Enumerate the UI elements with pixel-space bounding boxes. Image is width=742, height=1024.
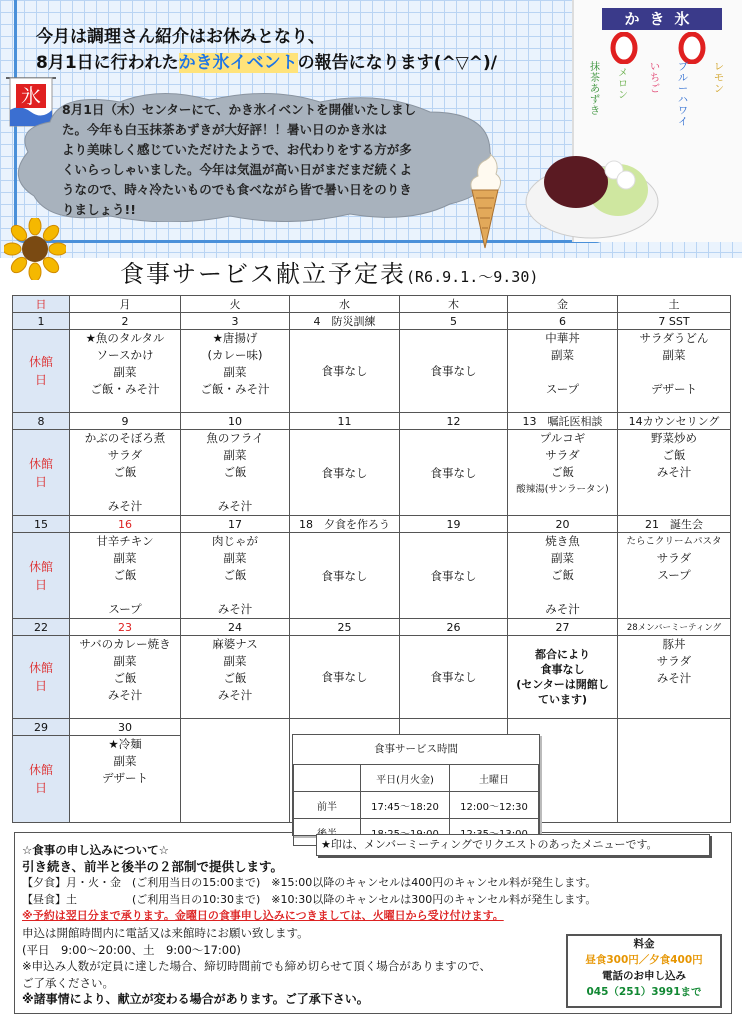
- service-time-header: [294, 765, 539, 792]
- reservation-rule: ※予約は翌日分まで承ります。金曜日の食事申し込みにつきましては、火曜日から受け付けます。: [22, 909, 504, 923]
- phone-number: 045（251）3991まで: [586, 986, 702, 998]
- dinner-rule: 【夕食】月・火・金 (ご利用当日の15:00まで) ※15:00以降のキャンセルは400円のキャンセル料が発生します。: [22, 876, 597, 890]
- menu-cell: 食事なし: [290, 533, 400, 619]
- date-cell: [400, 719, 508, 736]
- menu-cell: 食事なし: [290, 636, 400, 719]
- date-cell: 10: [181, 413, 290, 430]
- date-cell: [508, 719, 618, 736]
- headline-pre: 8月1日に行われた: [36, 53, 179, 73]
- flavor-card: メロン: [618, 68, 628, 101]
- date-row: [13, 516, 731, 533]
- report-line: うなので、時々冷たいものでも食べながら皆で暑い日をのりき: [62, 182, 412, 197]
- weekday-sat: 土: [618, 296, 731, 313]
- menu-cell: 焼き魚 副菜 ご飯 みそ汁: [508, 533, 618, 619]
- closed-cell: 休館 日: [13, 736, 70, 823]
- menu-cell: ★魚のタルタル ソースかけ 副菜 ご飯・みそ汁: [70, 330, 181, 413]
- date-cell: [290, 719, 400, 736]
- report-line: くいらっしゃいました。今年は気温が高い日がまだまだ続くよ: [62, 162, 413, 177]
- event-photo: [572, 0, 742, 242]
- menu-change-note: ※諸事情により、献立が変わる場合があります。ご了承下さい。: [22, 992, 369, 1007]
- menu-cell: サバのカレー焼き 副菜 ご飯 みそ汁: [70, 636, 181, 719]
- date-cell: 19: [400, 516, 508, 533]
- date-cell: 3: [181, 313, 290, 330]
- menu-cell: 魚のフライ 副菜 ご飯 みそ汁: [181, 430, 290, 516]
- menu-cell: 豚丼 サラダ みそ汁: [618, 636, 731, 719]
- date-cell: 25: [290, 619, 400, 636]
- menu-row: [13, 636, 731, 719]
- date-cell: 27: [508, 619, 618, 636]
- menu-cell: ★冷麺 副菜 デザート: [70, 736, 181, 823]
- fee-title: 料金: [633, 938, 655, 950]
- application-heading: ☆食事の申し込みについて☆: [22, 843, 169, 857]
- menu-row: [13, 330, 731, 413]
- date-cell: 18 夕食を作ろう: [290, 516, 400, 533]
- headline-line1: 今月は調理さん紹介はお休みとなり、: [36, 27, 325, 47]
- page-title: [120, 254, 538, 289]
- date-cell: [181, 719, 290, 736]
- date-row: [13, 619, 731, 636]
- capacity-note-cont: ご了承ください。: [22, 975, 114, 990]
- menu-cell: かぶのそぼろ煮 サラダ ご飯 みそ汁: [70, 430, 181, 516]
- menu-cell: 食事なし: [400, 430, 508, 516]
- sunflower-icon: [4, 218, 66, 280]
- menu-cell: 食事なし: [400, 636, 508, 719]
- headline-post: の報告になります(^▽^)/: [297, 53, 497, 73]
- menu-cell: 都合により 食事なし (センターは開館し ています): [508, 636, 618, 719]
- service-time-cell: 土曜日: [450, 765, 539, 792]
- date-cell: 22: [13, 619, 70, 636]
- menu-cell: プルコギ サラダ ご飯 酸辣湯(サンラータン): [508, 430, 618, 516]
- date-cell: 17: [181, 516, 290, 533]
- headline-highlight: かき氷イベント: [178, 53, 298, 73]
- date-cell: 15: [13, 516, 70, 533]
- date-cell: 1: [13, 313, 70, 330]
- event-report: [62, 100, 482, 220]
- contact-method: 申込は開館時間内に電話又は来館時にお願い致します。: [22, 925, 309, 940]
- date-cell: 6: [508, 313, 618, 330]
- weekday-fri: 金: [508, 296, 618, 313]
- menu-cell: [181, 736, 290, 823]
- report-line: 8月1日（木）センターにて、かき氷イベントを開催いたしまし: [62, 102, 417, 117]
- menu-cell: たらこクリームパスタ サラダ スープ: [618, 533, 731, 619]
- menu-cell: 野菜炒め ご飯 みそ汁: [618, 430, 731, 516]
- menu-cell: 食事なし: [290, 330, 400, 413]
- application-notes: [22, 842, 597, 1008]
- date-cell: 21 誕生会: [618, 516, 731, 533]
- headline-line2: [36, 50, 497, 76]
- service-time-box: [292, 734, 540, 836]
- weekday-header-row: [13, 296, 731, 313]
- service-time-row: [294, 792, 539, 819]
- headline: [36, 24, 497, 76]
- menu-cell: 食事なし: [400, 330, 508, 413]
- date-cell: 29: [13, 719, 70, 736]
- kakigori-bowl-icon: [522, 132, 662, 242]
- lunch-rule: 【昼食】土 (ご利用当日の10:30まで) ※10:30以降のキャンセルは300円のキャンセル料が発生します。: [22, 892, 597, 906]
- closed-cell: 休館 日: [13, 330, 70, 413]
- date-cell: 14カウンセリング: [618, 413, 731, 430]
- date-cell: 12: [400, 413, 508, 430]
- application-lead: 引き続き、前半と後半の２部制で提供します。: [22, 858, 284, 874]
- holiday-date-cell: 23: [70, 619, 181, 636]
- holiday-date-cell: 16: [70, 516, 181, 533]
- title-text: 食事サービス献立予定表: [120, 260, 406, 288]
- weekday-sun: 日: [13, 296, 70, 313]
- service-time-cell: [294, 765, 361, 792]
- menu-cell: サラダうどん 副菜 デザート: [618, 330, 731, 413]
- lantern-icon: [678, 32, 706, 64]
- date-cell: 24: [181, 619, 290, 636]
- weekday-mon: 月: [70, 296, 181, 313]
- menu-cell: [618, 736, 731, 823]
- menu-row: [13, 430, 731, 516]
- report-line: た。今年も白玉抹茶あずきが大好評！！暑い日のかき氷は: [62, 122, 388, 137]
- closed-cell: 休館 日: [13, 430, 70, 516]
- menu-row: [13, 533, 731, 619]
- closed-cell: 休館 日: [13, 533, 70, 619]
- date-cell: 20: [508, 516, 618, 533]
- date-cell: 4 防災訓練: [290, 313, 400, 330]
- date-cell: 7 SST: [618, 313, 731, 330]
- menu-cell: 肉じゃが 副菜 ご飯 みそ汁: [181, 533, 290, 619]
- flavor-card: ブルーハワイ: [678, 62, 688, 128]
- ice-sign-text: 氷: [21, 84, 41, 108]
- date-row: [13, 413, 731, 430]
- weekday-thu: 木: [400, 296, 508, 313]
- date-cell: 11: [290, 413, 400, 430]
- menu-cell: 甘辛チキン 副菜 ご飯 スープ: [70, 533, 181, 619]
- date-cell: 2: [70, 313, 181, 330]
- flavor-card: 抹茶あずき: [590, 62, 600, 117]
- service-time-cell: 平日(月火金): [361, 765, 450, 792]
- opening-hours: (平日 9:00～20:00、土 9:00～17:00): [22, 942, 241, 957]
- star-note: ★印は、メンバーミーティングでリクエストのあったメニューです。: [316, 834, 710, 856]
- flavor-card: レモン: [714, 62, 724, 95]
- phone-label: 電話のお申し込み: [602, 970, 686, 982]
- menu-cell: 食事なし: [290, 430, 400, 516]
- lantern-icon: [610, 32, 638, 64]
- date-cell: 28メンバーミーティング: [618, 619, 731, 636]
- photo-sign: かき氷: [602, 8, 722, 30]
- service-time-cell: 前半: [294, 792, 361, 819]
- date-cell: 26: [400, 619, 508, 636]
- report-line: より美味しく感じていただけたようで、お代わりをする方が多: [62, 142, 412, 157]
- date-cell: 9: [70, 413, 181, 430]
- weekday-tue: 火: [181, 296, 290, 313]
- service-time-caption: 食事サービス時間: [374, 743, 458, 755]
- date-row: [13, 313, 731, 330]
- menu-cell: ★唐揚げ (カレー味) 副菜 ご飯・みそ汁: [181, 330, 290, 413]
- weekday-wed: 水: [290, 296, 400, 313]
- fee-box: [566, 934, 722, 1008]
- date-row: [13, 719, 731, 736]
- header-banner: [0, 0, 742, 258]
- date-cell: 13 嘱託医相談: [508, 413, 618, 430]
- report-line: りましょう!!: [62, 202, 136, 217]
- date-cell: [618, 719, 731, 736]
- date-cell: 30: [70, 719, 181, 736]
- capacity-note: ※申込み人数が定員に達した場合、締切時間前でも締め切らせて頂く場合がありますので、: [22, 959, 492, 974]
- service-time-cell: 12:00～12:30: [450, 792, 539, 819]
- flavor-card: いちご: [650, 62, 660, 95]
- closed-cell: 休館 日: [13, 636, 70, 719]
- menu-cell: 食事なし: [400, 533, 508, 619]
- menu-cell: 麻婆ナス 副菜 ご飯 みそ汁: [181, 636, 290, 719]
- ice-cream-cone-icon: [464, 154, 506, 250]
- date-cell: 8: [13, 413, 70, 430]
- menu-cell: 中華丼 副菜 スープ: [508, 330, 618, 413]
- title-period: (R6.9.1.～9.30): [406, 268, 539, 286]
- date-cell: 5: [400, 313, 508, 330]
- fee-prices: 昼食300円／夕食400円: [585, 954, 703, 966]
- service-time-cell: 17:45～18:20: [361, 792, 450, 819]
